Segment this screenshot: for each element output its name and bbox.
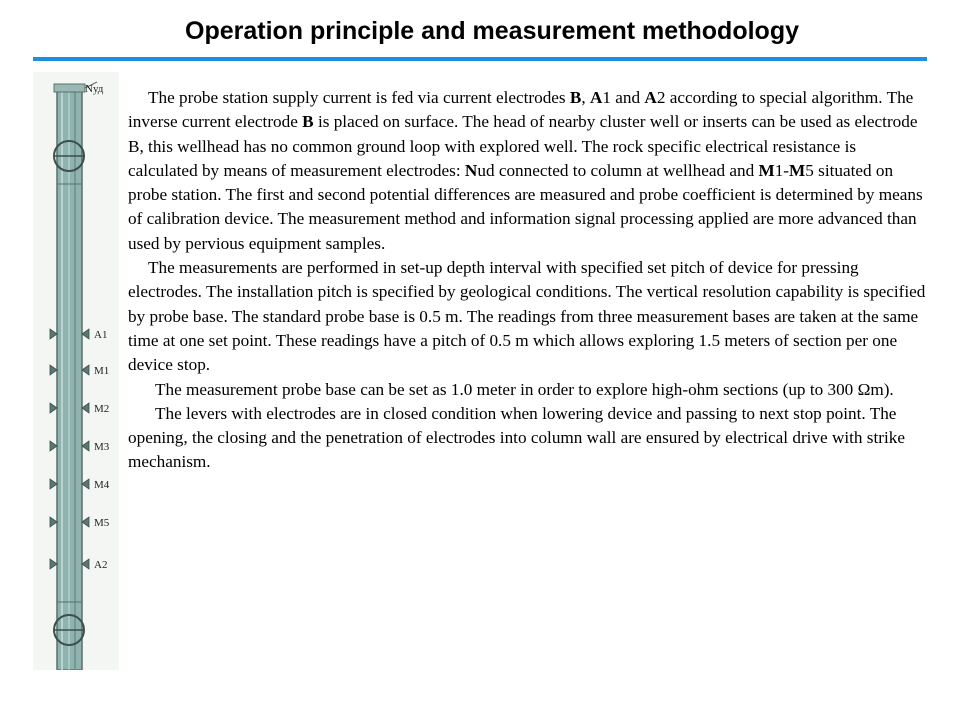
bold-term: A bbox=[589, 88, 603, 107]
paragraph: The probe station supply current is fed via current electrodes B, A1 and A2 according to special algorithm. The inverse current electrode B is placed on surface. The head of nearby cluster well or inserts can be used as electrode B, this wellhead has no common ground loop with explored well. The rock specific electrical resistance is calculated by means of measurement electrodes: Nud connected to column at wellhead and M1-M5 situated on probe station. The first and second potential differences are measured and probe coefficient is determined by means of calibration device. The measurement method and information signal processing applied are more advanced than used by pervious equipment samples. bbox=[128, 88, 923, 253]
probe-diagram bbox=[33, 72, 119, 670]
label-nud: Nуд bbox=[85, 83, 104, 95]
paragraph: The measurements are performed in set-up depth interval with specified set pitch of device for pressing electrodes. The installation pitch is specified by geological conditions. The vertical resolution capability is specified by probe base. The standard probe base is 0.5 m. The readings from three measurement bases are taken at the same time at one set point. These readings have a pitch of 0.5 m which allows exploring 1.5 meters of section per one device stop. bbox=[128, 258, 926, 375]
label-m1: M1 bbox=[94, 365, 110, 377]
bold-term: M bbox=[758, 160, 775, 180]
slide-title: Operation principle and measurement methodology bbox=[185, 17, 799, 45]
bold-term: N bbox=[464, 160, 478, 180]
body-text bbox=[128, 86, 928, 475]
paragraph: The measurement probe base can be set as 1.0 meter in order to explore high-ohm sections (up to 300 Ωm). bbox=[155, 379, 894, 399]
paragraph: The levers with electrodes are in closed condition when lowering device and passing to next stop point. The opening, the closing and the penetration of electrodes into column wall are ensured by electrical drive with strike mechanism. bbox=[128, 403, 905, 472]
label-a1: A1 bbox=[94, 329, 108, 341]
bold-term: A bbox=[644, 88, 657, 107]
label-a2: A2 bbox=[94, 559, 108, 571]
label-m3: M3 bbox=[94, 441, 110, 453]
bold-term: B bbox=[569, 88, 582, 107]
label-m5: M5 bbox=[94, 517, 110, 529]
label-m2: M2 bbox=[94, 403, 110, 415]
title-underline bbox=[33, 57, 927, 61]
bold-term: B bbox=[302, 112, 314, 132]
bold-term: M bbox=[789, 160, 806, 180]
label-m4: M4 bbox=[94, 479, 110, 491]
